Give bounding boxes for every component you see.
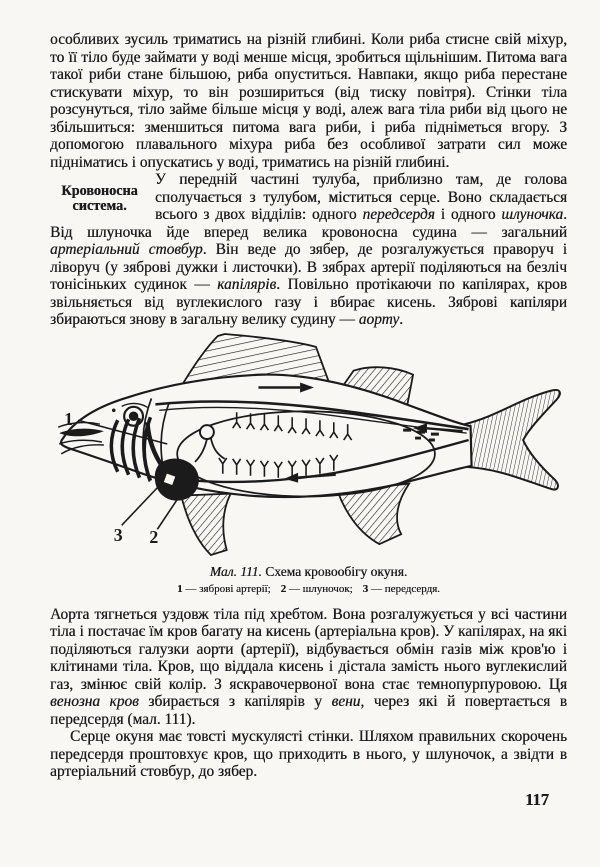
page-number: 117	[525, 789, 549, 809]
leader-line-3	[122, 486, 159, 525]
p2-seg6: . Він веде до зябер, де розгалужується праворуч і ліворуч (у зяброві дужки і листочки). В зябрах артерії поділяються на безліч тонісіньких судинок —	[50, 241, 567, 293]
legend-label-2: — шлуночок;	[286, 582, 353, 595]
legend-num-3: 3	[362, 582, 369, 595]
figure-label-3: 3	[113, 524, 123, 545]
leader-line-2	[157, 499, 177, 529]
legend-label-3: — передсердя.	[368, 582, 440, 595]
p2-seg10: .	[399, 311, 404, 328]
p3-seg4: , через які й повертається в передсердя (мал. 111).	[50, 693, 567, 728]
nostril	[112, 408, 116, 412]
figure-fish-circulation	[50, 333, 567, 595]
paragraph-heart-walls: Серце окуня має товсті мускулясті стінки. Шляхом правильних скорочень передсердя проштовхує кров, що приходить в нього, у шлуночок, а звідти в артеріальний стовбур, до зябер.	[50, 728, 567, 780]
figure-label-1: 1	[64, 408, 74, 429]
p2-term-arterial-trunk: артеріальний стовбур	[50, 241, 203, 258]
p3-seg2: збирається з капілярів у	[138, 693, 332, 710]
p2-seg4: . Від шлуночка йде вперед велика кровоносна судина — загальний	[50, 206, 567, 241]
p2-seg2: і одного	[434, 206, 502, 223]
p3-term-veins: вени	[331, 693, 361, 710]
caption-figure-number: Мал. 111.	[209, 563, 262, 579]
p2-term-capillaries: капілярів	[217, 276, 277, 293]
figure-legend	[50, 583, 567, 595]
caption-line	[50, 564, 567, 580]
p2-term-aorta: аорту	[358, 311, 400, 328]
pelvic-fin	[181, 493, 231, 554]
p2-seg0: У передній частині тулуба, приблизно там, де голова сполучається з тулубом, міститься серце. Воно складається всього з двох відділів: одного	[155, 171, 567, 223]
tail-fin	[465, 389, 560, 489]
caption-title: Схема кровообігу окуня.	[261, 563, 408, 579]
legend-num-1: 1	[177, 582, 183, 595]
p3-seg0: Аорта тягнеться уздовж тіла під хребтом. Вона розгалужується у всі частини тіла і постачає їм кров багату на кисень (артеріальна кров). У капілярах, на які поділяються галузки аорти (артерії), відбувається обмін газів між кров'ю і клітинами тіла. Кров, що віддала кисень і дістала замість нього вуглекислий газ, змінює свій колір. З яскравочервоної вона стає темнопурпуровою. Ця	[50, 605, 567, 693]
paragraph-circulatory-intro	[50, 171, 567, 329]
side-heading-circulatory-system: Кровоносна система.	[61, 183, 138, 214]
p2-term-ventricle: шлуночка	[501, 206, 564, 223]
fish-illustration-wrapper	[52, 333, 567, 562]
eye-pupil	[129, 411, 139, 421]
p3-term-venous-blood: венозна кров	[50, 693, 139, 710]
p2-term-atrium: передсердя	[362, 206, 435, 223]
p2-seg8: . Повільно протікаючи по капілярах, кров звільняється від вуглекислого газу і вбирає кисень. Зяброві капіляри збираються знову в загальну велику судину —	[50, 276, 567, 328]
legend-num-2: 2	[280, 582, 287, 595]
fish-circulation-illustration	[52, 333, 568, 557]
figure-label-2: 2	[149, 526, 159, 547]
legend-label-1: — зяброві артерії;	[182, 582, 271, 595]
paragraph-aorta	[50, 606, 567, 729]
figure-caption	[50, 564, 567, 595]
paragraph-swim-bladder: особливих зусиль триматись на різній глибині. Коли риба стисне свій міхур, то її тіло буде займати у воді менше місця, зробиться щільнішим. Питома вага такої риби стане більшою, риба опуститься. Навпаки, якщо риба перестане стискувати міхур, то він розшириться (від тиску повітря). Стінки тіла розсунуться, тіло займе більше місця у воді, алеж вага тіла риби від цього не збільшиться: зменшиться питома вага риби, і риба підніметься вгору. З допомогою плавального міхура риба без особливої затрати сил може підніматись і опускатись у воді, триматись на різній глибині.	[50, 31, 567, 171]
vessel-junction	[200, 425, 214, 439]
